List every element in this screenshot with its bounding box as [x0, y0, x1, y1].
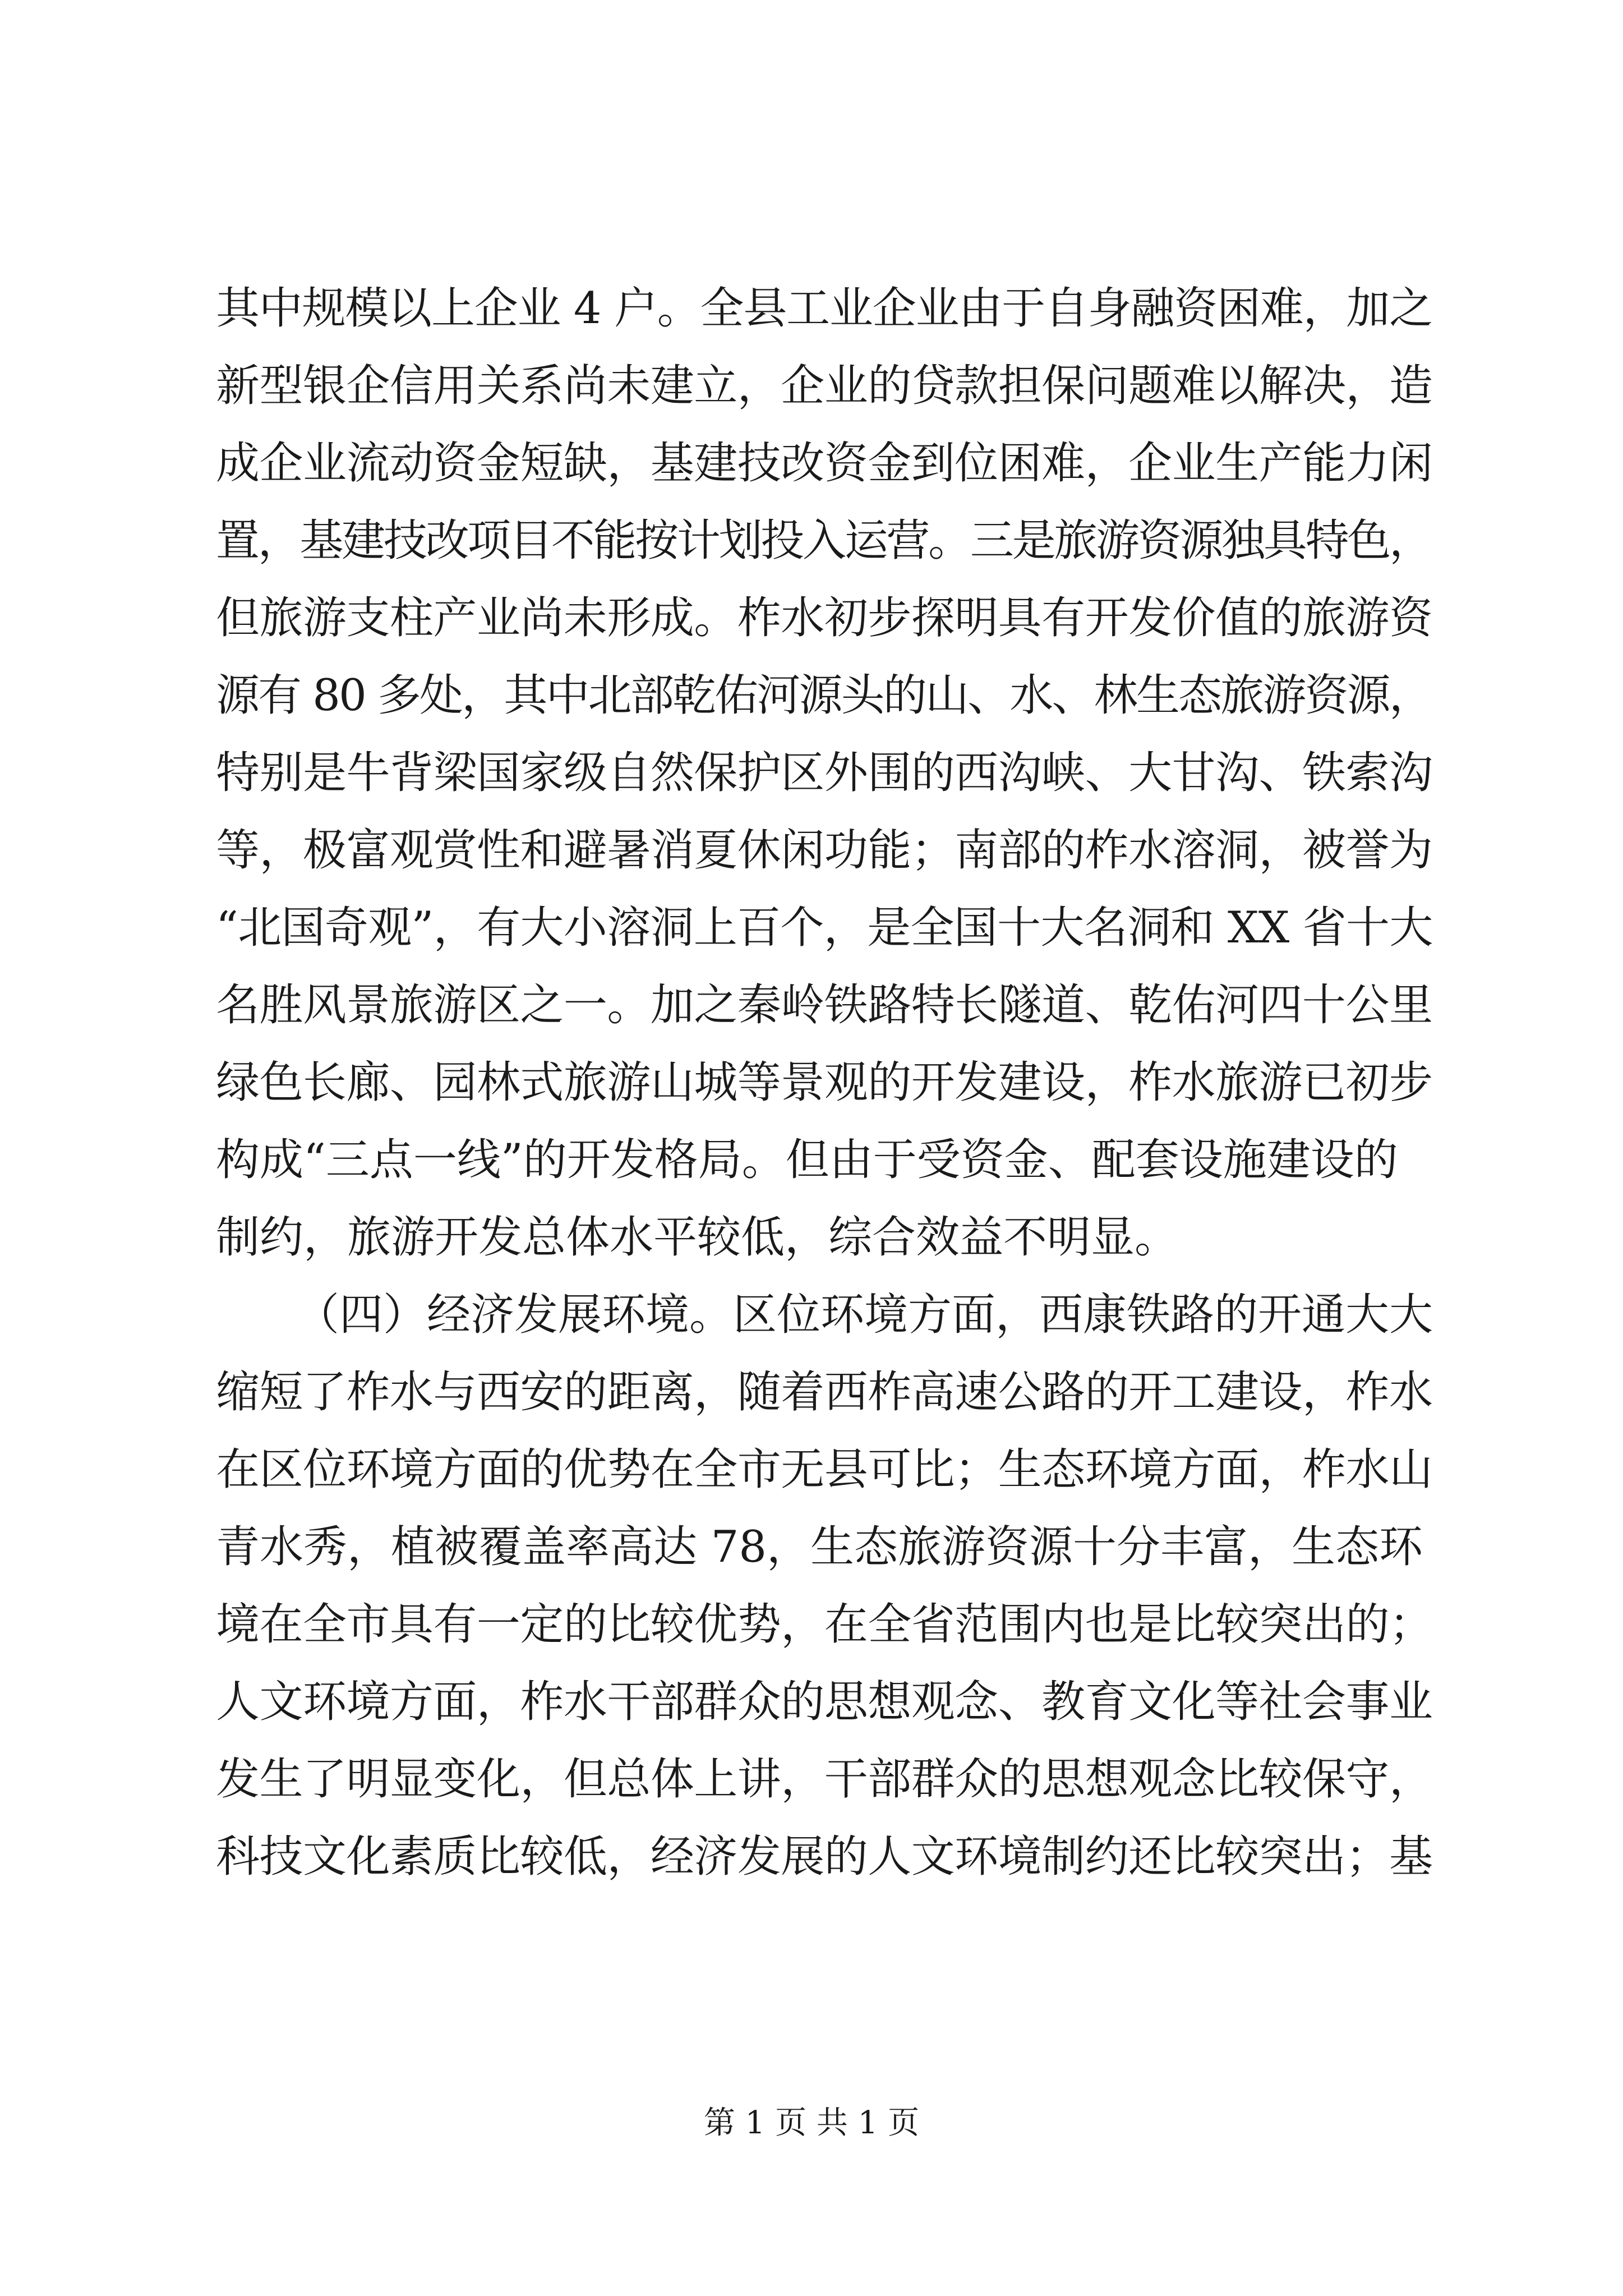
- body-text-line: 名胜风景旅游区之一。加之秦岭铁路特长隧道、乾佑河四十公里: [216, 980, 1433, 1030]
- body-text-line: 青水秀，植被覆盖率高达 78，生态旅游资源十分丰富，生态环: [216, 1522, 1423, 1572]
- body-text-line: 置，基建技改项目不能按计划投入运营。三是旅游资源独具特色，: [216, 516, 1431, 566]
- body-text-line: 成企业流动资金短缺，基建技改资金到位困难，企业生产能力闲: [216, 438, 1433, 489]
- body-text-line: 新型银企信用关系尚未建立，企业的贷款担保问题难以解决，造: [216, 361, 1433, 411]
- body-text-line: 缩短了柞水与西安的距离，随着西柞高速公路的开工建设，柞水: [216, 1367, 1433, 1418]
- body-text-line: 但旅游支柱产业尚未形成。柞水初步探明具有开发价值的旅游资: [216, 593, 1433, 643]
- body-text-line: 特别是牛背梁国家级自然保护区外围的西沟峡、大甘沟、铁索沟: [216, 748, 1433, 798]
- body-text-line: 在区位环境方面的优势在全市无县可比；生态环境方面，柞水山: [216, 1444, 1433, 1495]
- body-text-line: 发生了明显变化，但总体上讲，干部群众的思想观念比较保守，: [216, 1754, 1433, 1805]
- body-text-line: 其中规模以上企业 4 户。全县工业企业由于自身融资困难，加之: [216, 283, 1433, 334]
- body-text-line: 人文环境方面，柞水干部群众的思想观念、教育文化等社会事业: [216, 1677, 1433, 1727]
- body-text-line: 绿色长廊、园林式旅游山城等景观的开发建设，柞水旅游已初步: [216, 1057, 1433, 1108]
- body-text-line: 制约，旅游开发总体水平较低，综合效益不明显。: [216, 1212, 1179, 1263]
- body-text-line: 境在全市具有一定的比较优势，在全省范围内也是比较突出的；: [216, 1599, 1433, 1650]
- body-text-line: 等，极富观赏性和避暑消夏休闲功能；南部的柞水溶洞，被誉为: [216, 825, 1433, 876]
- body-text-line: 科技文化素质比较低，经济发展的人文环境制约还比较突出；基: [216, 1832, 1433, 1882]
- paragraph-start-line: （四）经济发展环境。区位环境方面，西康铁路的开通大大: [296, 1290, 1433, 1340]
- body-text-line: 构成“三点一线”的开发格局。但由于受资金、配套设施建设的: [216, 1135, 1398, 1185]
- page-footer: 第 1 页 共 1 页: [703, 2105, 920, 2141]
- body-text-line: 源有 80 多处，其中北部乾佑河源头的山、水、林生态旅游资源，: [216, 670, 1432, 721]
- body-text-line: “北国奇观”，有大小溶洞上百个，是全国十大名洞和 XX 省十大: [216, 903, 1433, 953]
